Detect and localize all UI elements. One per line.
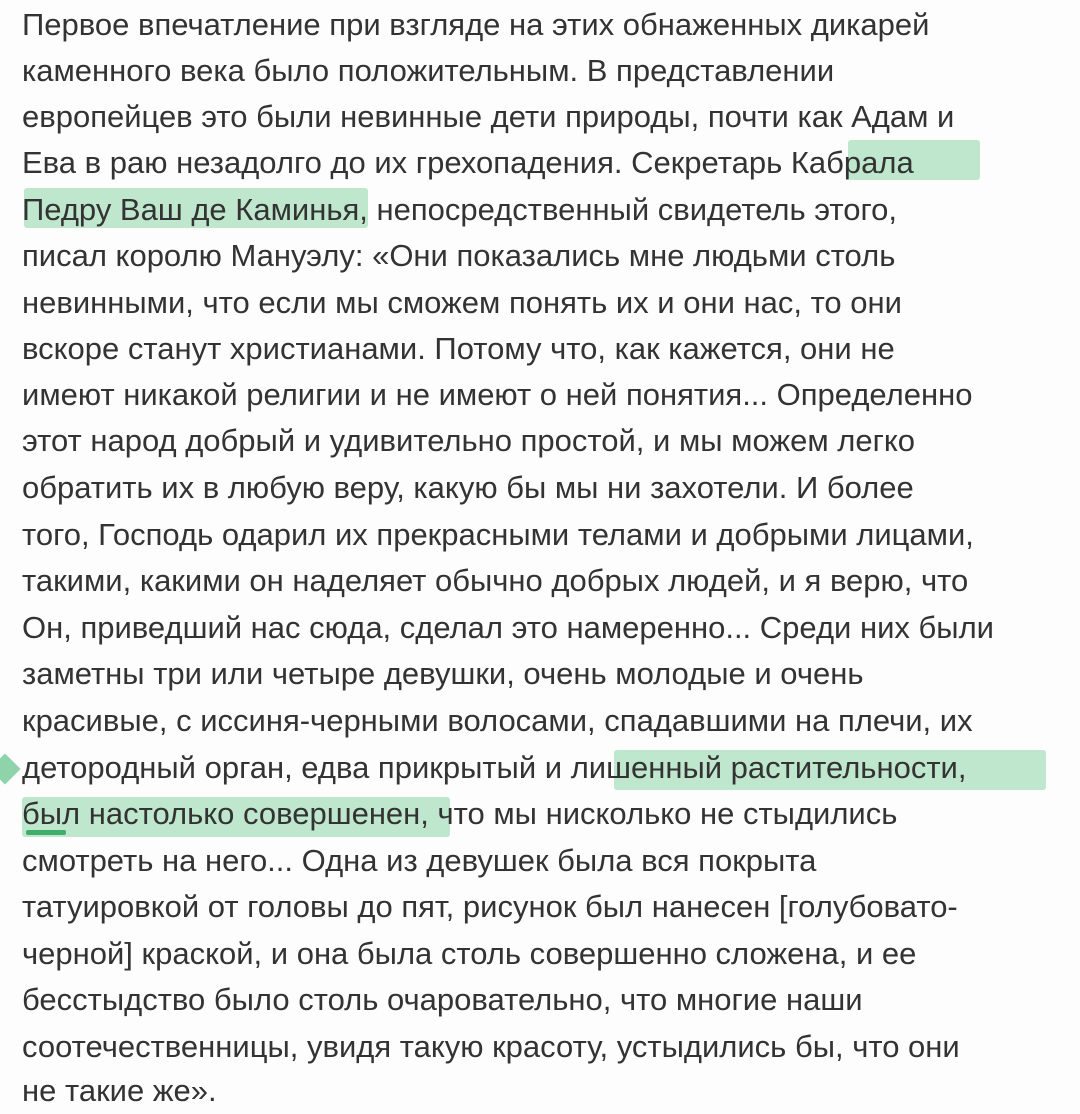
text-line: того, Господь одарил их прекрасными телами и добрыми лицами, [22,517,974,552]
text-line: имеют никакой религии и не имеют о ней понятия... Определенно [22,377,973,412]
text-line: был настолько совершенен, что мы нисколько не стыдились [22,796,898,831]
text-line: невинными, что если мы сможем понять их и они нас, то они [22,285,902,320]
text-line: татуировкой от головы до пят, рисунок был нанесен [голубовато- [22,889,958,924]
text-line: Первое впечатление при взгляде на этих обнаженных дикарей [22,7,930,42]
text-line: Ева в раю незадолго до их грехопадения. Секретарь Кабрала [22,145,914,180]
selection-start-handle[interactable] [0,753,21,784]
text-line: соотечественницы, увидя такую красоту, устыдились бы, что они [22,1029,960,1064]
text-line: Педру Ваш де Каминья, непосредственный свидетель этого, [22,192,897,227]
text-line: европейцев это были невинные дети природы, почти как Адам и [22,99,955,134]
text-line: писал королю Мануэлу: «Они показались мне людьми столь [22,238,896,273]
text-line: заметны три или четыре девушки, очень молодые и очень [22,656,864,691]
text-line: бесстыдство было столь очаровательно, что многие наши [22,982,863,1017]
text-line: этот народ добрый и удивительно простой, и мы можем легко [22,423,916,458]
text-line: черной] краской, и она была столь совершенно сложена, и ее [22,936,917,971]
text-line: обратить их в любую веру, какую бы мы ни захотели. И более [22,470,914,505]
text-line: не такие же». [22,1073,217,1108]
text-line: красивые, с иссиня-черными волосами, спадавшими на плечи, их [22,703,973,738]
text-line: вскоре станут христианами. Потому что, как кажется, они не [22,331,895,366]
text-line: Он, приведший нас сюда, сделал это намеренно... Среди них были [22,610,994,645]
text-line: детородный орган, едва прикрытый и лишенный растительности, [22,750,967,785]
text-line: смотреть на него... Одна из девушек была вся покрыта [22,843,817,878]
text-line: каменного века было положительным. В представлении [22,53,835,88]
text-line: такими, какими он наделяет обычно добрых людей, и я верю, что [22,563,969,598]
